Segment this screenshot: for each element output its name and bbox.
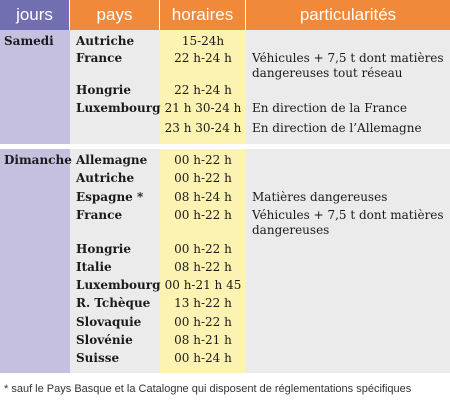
day-label-samedi: Samedi [4, 34, 54, 48]
country-cell: Italie [76, 260, 112, 274]
hours-cell: 00 h-22 h [174, 208, 232, 222]
notes-cell: Véhicules + 7,5 t dont matières dangereuses tout réseau [252, 51, 444, 80]
hours-cell: 08 h-21 h [174, 333, 232, 347]
country-cell: France [76, 208, 123, 222]
notes-cell: Véhicules + 7,5 t dont matières dangereuses [252, 208, 444, 237]
hours-cell: 21 h 30-24 h [164, 101, 242, 115]
country-cell: R. Tchèque [76, 296, 151, 310]
hours-cell: 23 h 30-24 h [164, 121, 242, 135]
hours-cell: 00 h-21 h 45 [164, 278, 242, 292]
hours-cell: 13 h-22 h [174, 296, 232, 310]
group-separator [0, 144, 450, 149]
hours-cell: 00 h-24 h [174, 351, 232, 365]
hours-cell: 00 h-22 h [174, 153, 232, 167]
country-cell: Autriche [76, 34, 135, 48]
hours-cell: 00 h-22 h [174, 315, 232, 329]
notes-cell: En direction de la France [252, 101, 407, 115]
country-cell: Luxembourg [76, 278, 161, 292]
country-cell: Espagne * [76, 190, 144, 204]
hours-cell: 22 h-24 h [174, 83, 232, 97]
hours-cell: 22 h-24 h [174, 51, 232, 65]
header-pays: pays [70, 0, 159, 30]
footnote: * sauf le Pays Basque et la Catalogne qui disposent de réglementations spécifiques [4, 383, 412, 395]
country-cell: France [76, 51, 123, 65]
country-cell: Slovénie [76, 333, 133, 347]
country-cell: Slovaquie [76, 315, 142, 329]
hours-cell: 00 h-22 h [174, 171, 232, 185]
day-label-dimanche: Dimanche [4, 153, 72, 167]
country-cell: Luxembourg [76, 101, 161, 115]
hours-cell: 00 h-22 h [174, 242, 232, 256]
header-particularites: particularités [246, 0, 450, 30]
country-cell: Allemagne [76, 153, 148, 167]
country-cell: Suisse [76, 351, 120, 365]
country-cell: Hongrie [76, 83, 131, 97]
hours-cell: 15-24h [181, 34, 225, 48]
country-cell: Hongrie [76, 242, 131, 256]
header-horaires: horaires [160, 0, 245, 30]
country-cell: Autriche [76, 171, 135, 185]
header-jours: jours [0, 0, 69, 30]
hours-cell: 08 h-22 h [174, 260, 232, 274]
hours-cell: 08 h-24 h [174, 190, 232, 204]
notes-cell: En direction de l’Allemagne [252, 121, 422, 135]
notes-cell: Matières dangereuses [252, 190, 388, 204]
jours-column-background [0, 30, 70, 373]
